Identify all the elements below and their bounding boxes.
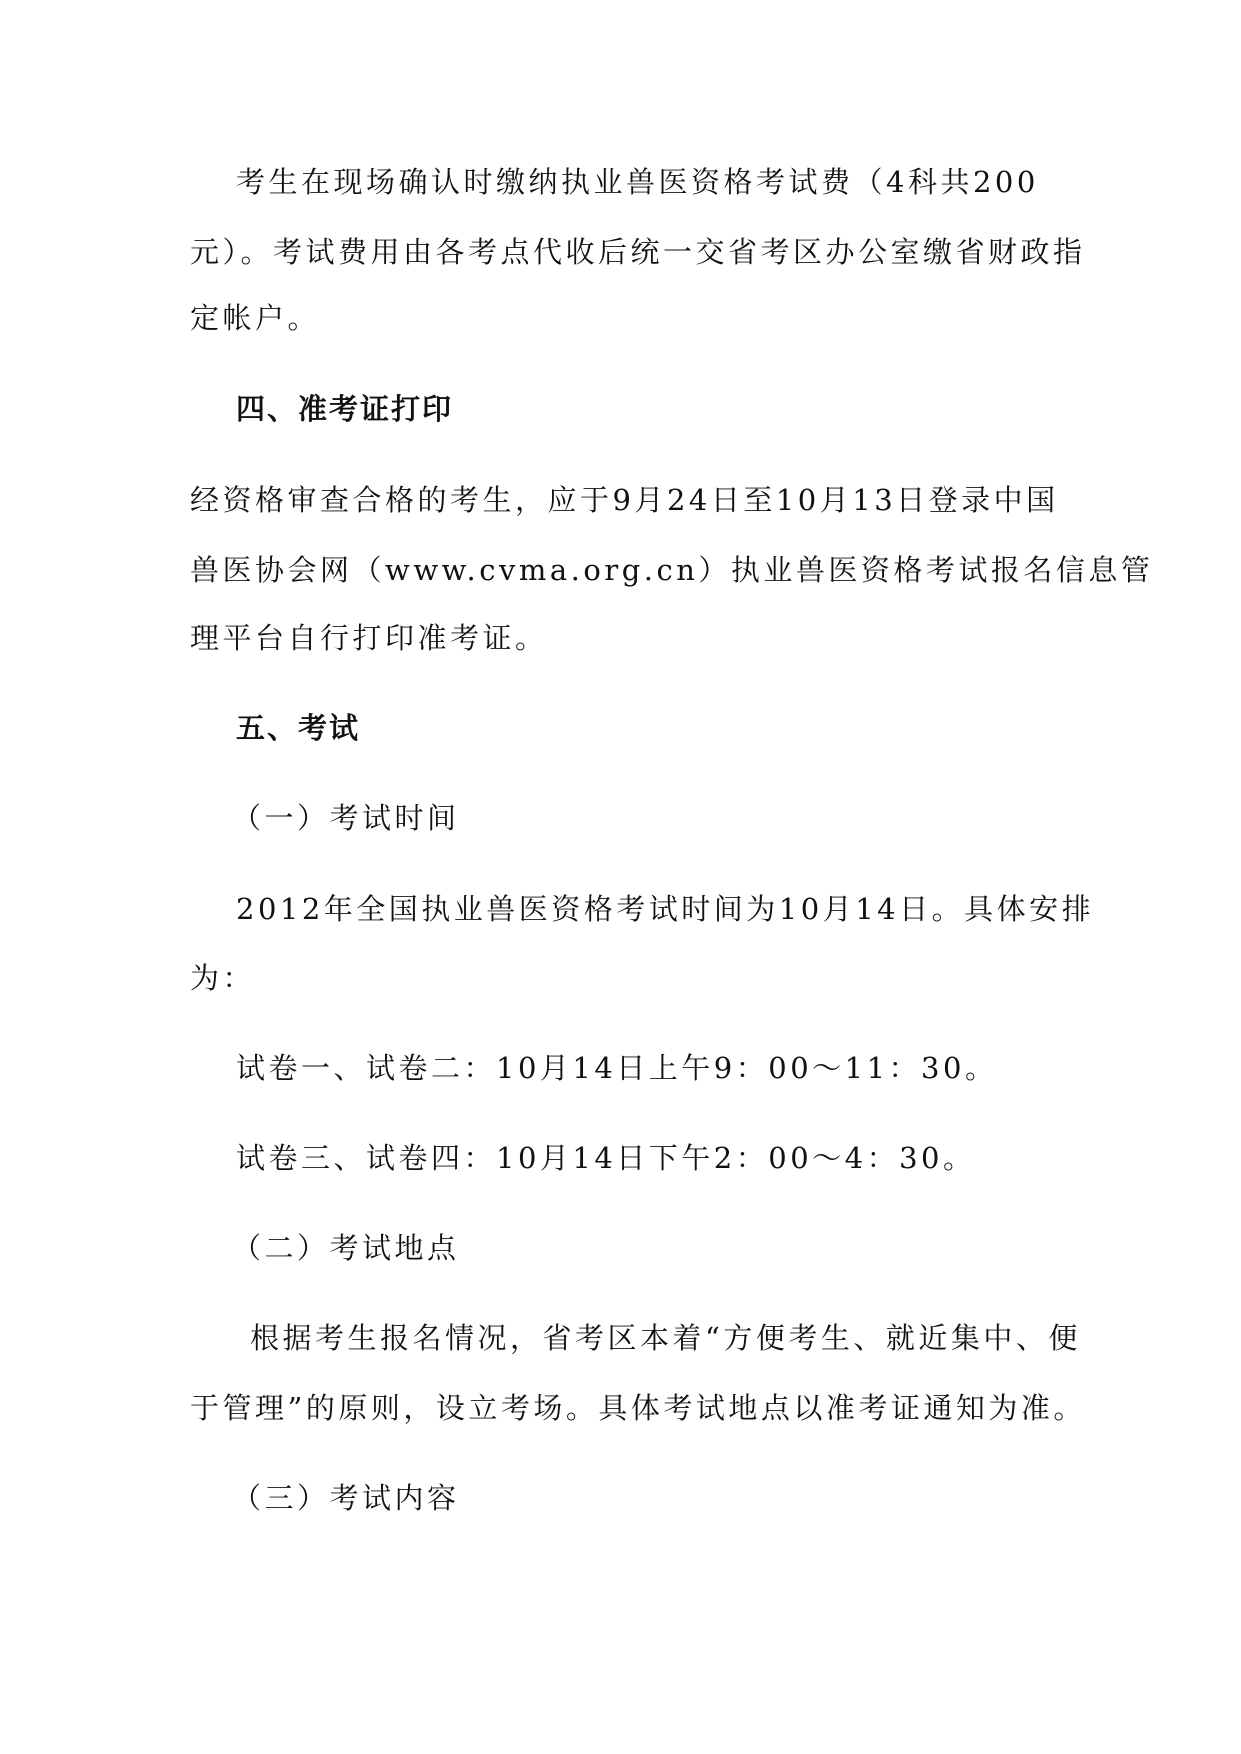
- exam-time-paragraph-line-2: 为：: [190, 961, 256, 995]
- location-paragraph-line-2: 于管理”的原则，设立考场。具体考试地点以准考证通知为准。: [190, 1391, 1086, 1425]
- fee-paragraph-line-2: 元）。考试费用由各考点代收后统一交省考区办公室缴省财政指: [190, 235, 1086, 269]
- location-paragraph-line-1: 根据考生报名情况，省考区本着“方便考生、就近集中、便: [250, 1321, 1081, 1355]
- fee-paragraph-line-3: 定帐户。: [190, 301, 321, 335]
- admission-ticket-heading: 四、准考证打印: [236, 392, 454, 426]
- schedule-afternoon: 试卷三、试卷四：10月14日下午2：00～4：30。: [236, 1141, 976, 1175]
- fee-paragraph-line-1: 考生在现场确认时缴纳执业兽医资格考试费（4科共200: [236, 165, 1039, 199]
- exam-heading: 五、考试: [236, 711, 361, 745]
- admission-paragraph-line-3: 理平台自行打印准考证。: [190, 621, 548, 655]
- exam-time-subheading: （一）考试时间: [232, 801, 460, 835]
- exam-content-subheading: （三）考试内容: [232, 1481, 460, 1515]
- exam-time-paragraph-line-1: 2012年全国执业兽医资格考试时间为10月14日。具体安排: [236, 892, 1095, 926]
- schedule-morning: 试卷一、试卷二：10月14日上午9：00～11：30。: [236, 1051, 998, 1085]
- admission-paragraph-line-2: 兽医协会网（www.cvma.org.cn）执业兽医资格考试报名信息管: [190, 553, 1154, 587]
- admission-paragraph-line-1: 经资格审查合格的考生，应于9月24日至10月13日登录中国: [190, 483, 1059, 517]
- exam-location-subheading: （二）考试地点: [232, 1231, 460, 1265]
